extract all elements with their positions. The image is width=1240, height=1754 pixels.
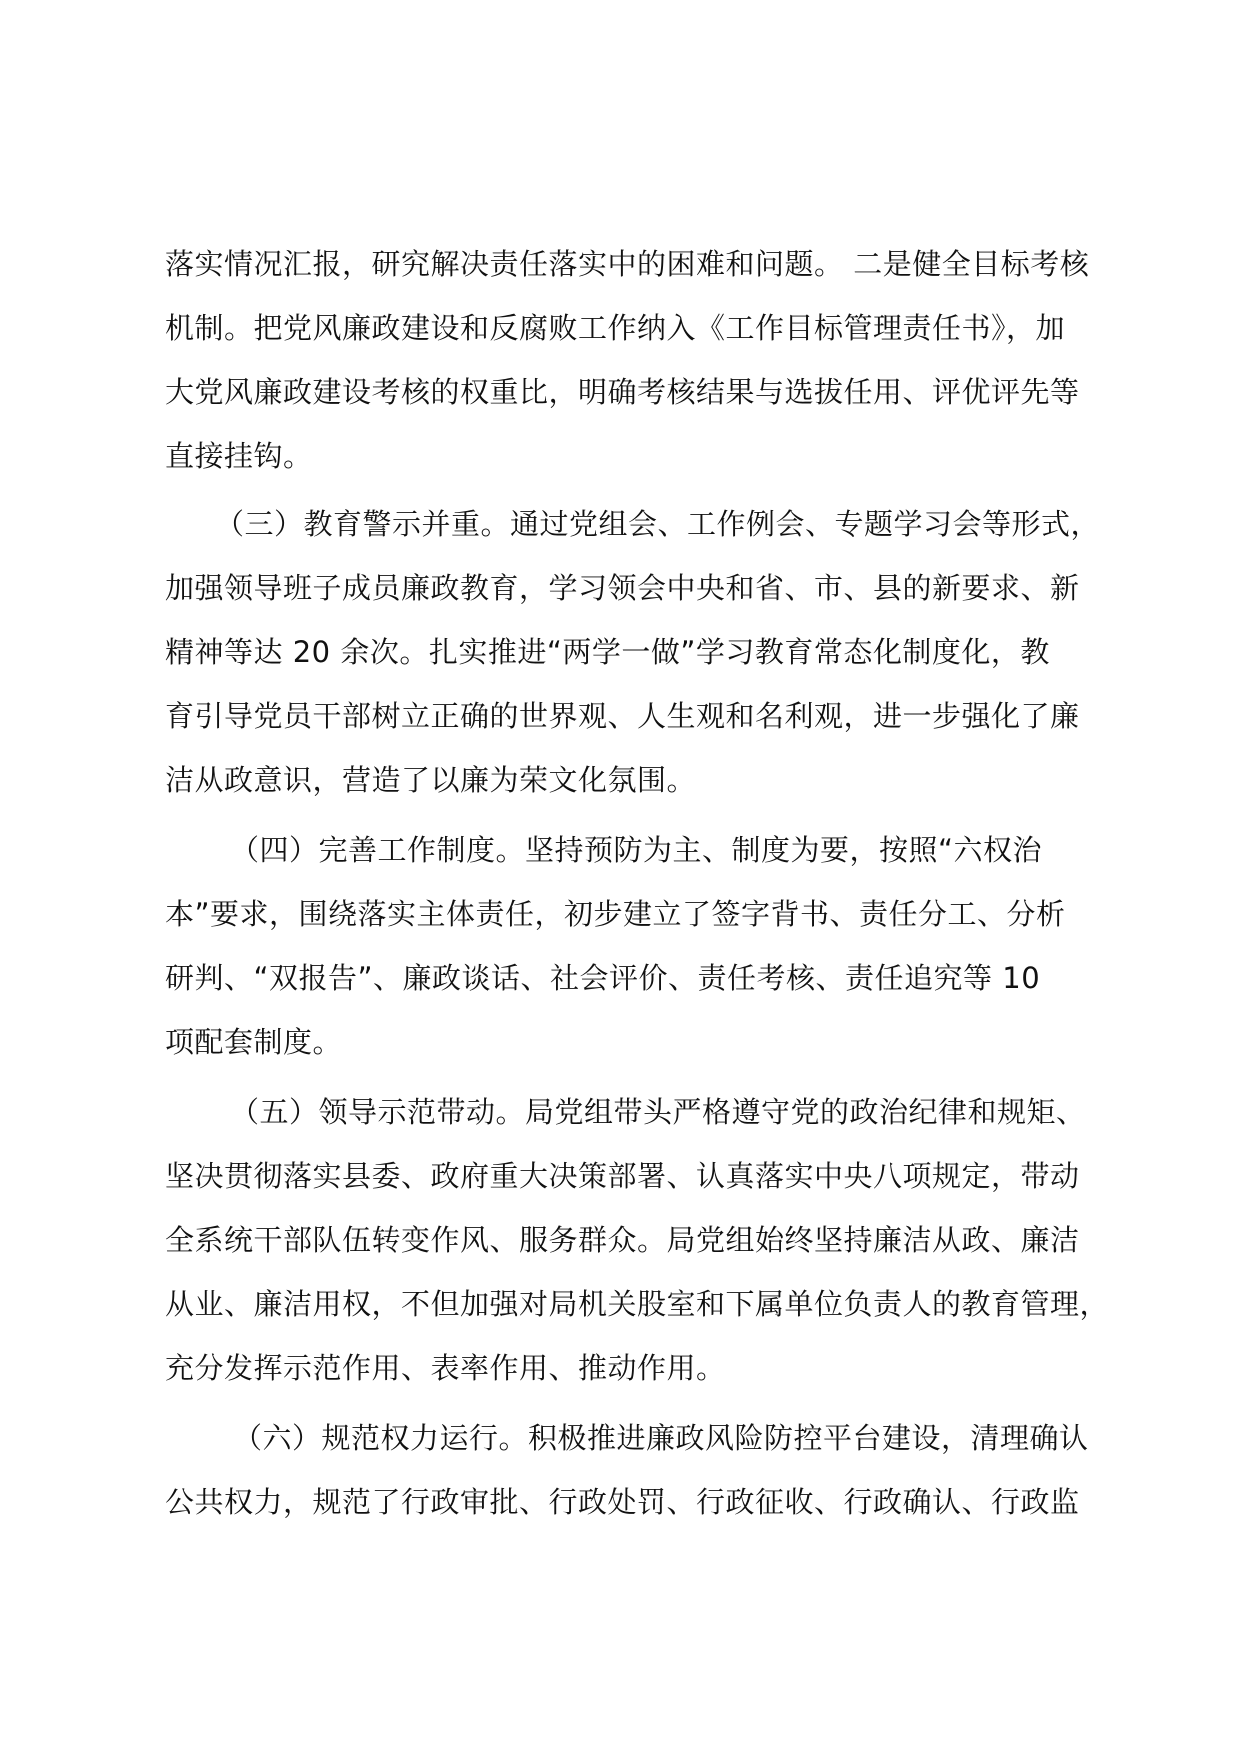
text-line: 从业、廉洁用权，不但加强对局机关股室和下属单位负责人的教育管理，	[165, 1287, 1110, 1321]
document-body	[165, 232, 1110, 1534]
text-line: 洁从政意识，营造了以廉为荣文化氛围。	[165, 763, 697, 797]
section-heading-line: （三）教育警示并重。通过党组会、工作例会、专题学习会等形式，	[215, 507, 1101, 541]
text-line: 本”要求，围绕落实主体责任，初步建立了签字背书、责任分工、分析	[165, 897, 1066, 931]
text-line: 落实情况汇报，研究解决责任落实中的困难和问题。 二是健全目标考核	[165, 247, 1090, 281]
text-line: 直接挂钩。	[165, 439, 313, 473]
text-line: 育引导党员干部树立正确的世界观、人生观和名利观，进一步强化了廉	[165, 699, 1080, 733]
text-line: 加强领导班子成员廉政教育，学习领会中央和省、市、县的新要求、新	[165, 571, 1080, 605]
text-line: 公共权力，规范了行政审批、行政处罚、行政征收、行政确认、行政监	[165, 1485, 1080, 1519]
text-line: 项配套制度。	[165, 1025, 343, 1059]
section-heading-line: （五）领导示范带动。局党组带头严格遵守党的政治纪律和规矩、	[230, 1095, 1086, 1129]
text-line: 充分发挥示范作用、表率作用、推动作用。	[165, 1351, 726, 1385]
text-line: 机制。把党风廉政建设和反腐败工作纳入《工作目标管理责任书》，加	[165, 311, 1066, 345]
section-heading-line: （四）完善工作制度。坚持预防为主、制度为要，按照“六权治	[230, 833, 1043, 867]
text-line: 研判、“双报告”、廉政谈话、社会评价、责任考核、责任追究等 10	[165, 961, 1041, 995]
text-line: 精神等达 20 余次。扎实推进“两学一做”学习教育常态化制度化，教	[165, 635, 1050, 669]
section-heading-line: （六）规范权力运行。积极推进廉政风险防控平台建设，清理确认	[233, 1421, 1089, 1455]
text-line: 全系统干部队伍转变作风、服务群众。局党组始终坚持廉洁从政、廉洁	[165, 1223, 1080, 1257]
text-line: 大党风廉政建设考核的权重比，明确考核结果与选拔任用、评优评先等	[165, 375, 1080, 409]
text-line: 坚决贯彻落实县委、政府重大决策部署、认真落实中央八项规定，带动	[165, 1159, 1080, 1193]
